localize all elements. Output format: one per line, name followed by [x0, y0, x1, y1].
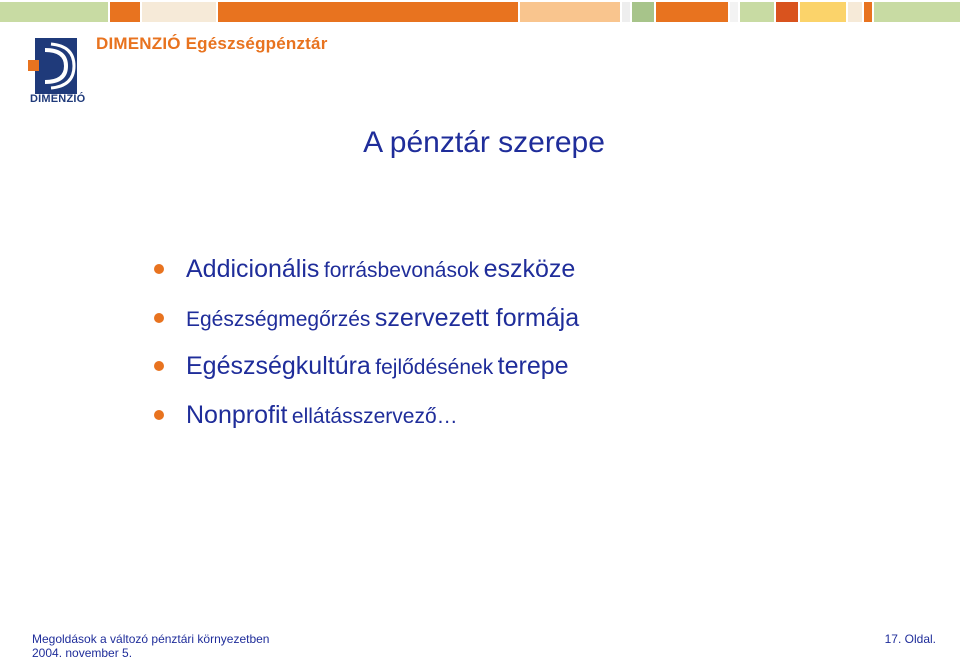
color-bar-segment — [800, 2, 846, 22]
footer-date: 2004. november 5. — [32, 646, 133, 660]
bullet-dot-icon — [154, 361, 164, 371]
bullet-item — [152, 252, 579, 301]
color-bar-segment — [848, 2, 862, 22]
brand-name: DIMENZIÓ Egészségpénztár — [96, 34, 328, 53]
bullet-dot-icon — [154, 313, 164, 323]
bullet-item — [152, 349, 579, 398]
color-bar-segment — [656, 2, 728, 22]
bullet-text: terepe — [497, 352, 569, 380]
bullet-text: eszköze — [483, 255, 576, 283]
bullet-text: Nonprofit — [186, 400, 288, 429]
bullet-text: Egészségkultúra — [186, 352, 371, 380]
bullet-text: fejlődésének — [375, 356, 494, 379]
color-bar-segment — [520, 2, 620, 22]
color-bar-segment — [142, 2, 216, 22]
color-bar-segment — [740, 2, 774, 22]
page-number: 17. Oldal. — [884, 632, 936, 646]
bullet-dot-icon — [154, 410, 164, 420]
bullet-text: forrásbevonások — [323, 259, 480, 282]
bullet-text: ellátásszervező… — [291, 404, 458, 428]
decorative-color-bar — [0, 0, 960, 22]
slide-title: A pénztár szerepe — [363, 126, 605, 159]
bullet-text: Egészségmegőrzés — [186, 307, 371, 331]
bullet-text: szervezett formája — [374, 303, 580, 332]
color-bar-segment — [218, 2, 518, 22]
bullet-list — [152, 252, 579, 446]
bullet-item — [152, 398, 579, 447]
logo-caption: DIMENZIÓ — [30, 93, 86, 105]
bullet-dot-icon — [154, 264, 164, 274]
color-bar-segment — [622, 2, 630, 22]
color-bar-segment — [730, 2, 738, 22]
bullet-text: Addicionális — [186, 255, 320, 283]
color-bar-segment — [632, 2, 654, 22]
bullet-item — [152, 301, 579, 350]
color-bar-segment — [110, 2, 140, 22]
color-bar-segment — [776, 2, 798, 22]
footer-subtitle: Megoldások a változó pénztári környezetben — [32, 632, 270, 646]
color-bar-segment — [0, 2, 108, 22]
color-bar-segment — [864, 2, 872, 22]
color-bar-segment — [874, 2, 960, 22]
